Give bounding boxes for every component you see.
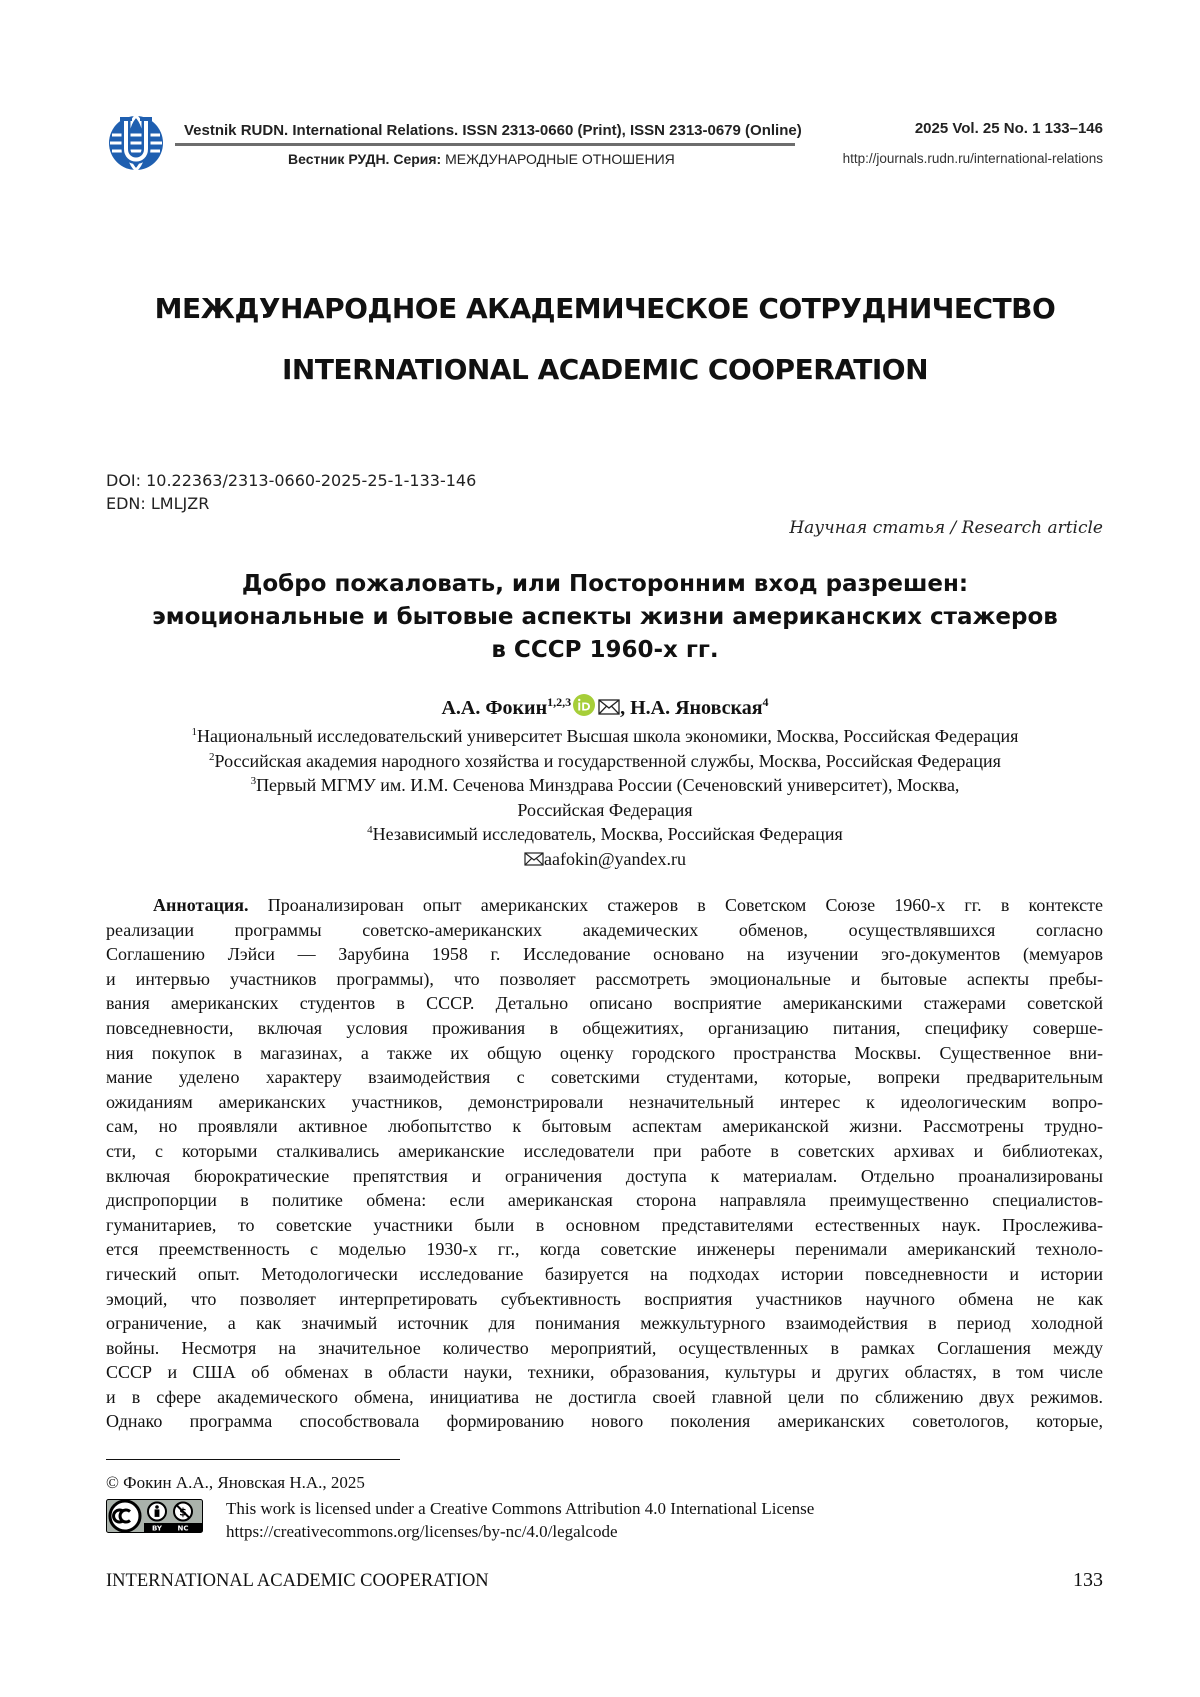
abstract-line: мание уделено характеру взаимодействия с советскими студентами, которые, вопреки предварительным bbox=[106, 1065, 1103, 1090]
edn: EDN: LMLJZR bbox=[106, 494, 209, 513]
contact-email bbox=[0, 847, 1200, 872]
abstract-line: диспропорции в политике обмена: если американская сторона направляла преимущественно специалистов- bbox=[106, 1188, 1103, 1213]
abstract-line: войны. Несмотря на значительное количество мероприятий, осуществленных в рамках Соглашения между bbox=[106, 1336, 1103, 1361]
abstract-label: Аннотация. bbox=[153, 895, 249, 915]
affiliation bbox=[0, 724, 1200, 749]
journal-url[interactable]: http://journals.rudn.ru/international-relations bbox=[843, 151, 1103, 166]
abstract bbox=[106, 893, 1103, 1434]
abstract-line: ожиданиям американских участников, демонстрировали незначительный интерес к идеологическим вопро- bbox=[106, 1090, 1103, 1115]
affiliation bbox=[0, 773, 1200, 798]
affiliation-text: Первый МГМУ им. И.М. Сеченова Минздрава России (Сеченовский университет), Москва, bbox=[256, 775, 959, 795]
journal-title-ru-series: МЕЖДУНАРОДНЫЕ ОТНОШЕНИЯ bbox=[445, 151, 675, 167]
license-text bbox=[226, 1497, 814, 1543]
abstract-line: включая бюрократические препятствия и ограничения доступа к материалам. Отдельно проанализированы bbox=[106, 1164, 1103, 1189]
journal-volume: 2025 Vol. 25 No. 1 133–146 bbox=[915, 120, 1103, 137]
abstract-line: гуманитариев, то советские участники были в основном представителями естественных наук. Прослежива- bbox=[106, 1213, 1103, 1238]
footer-section-title: INTERNATIONAL ACADEMIC COOPERATION bbox=[106, 1571, 489, 1592]
doi[interactable]: DOI: 10.22363/2313-0660-2025-25-1-133-146 bbox=[106, 471, 476, 490]
page-number: 133 bbox=[1073, 1569, 1103, 1592]
abstract-line: сам, но проявляли активное любопытство к бытовым аспектам американской жизни. Рассмотрены трудно- bbox=[106, 1114, 1103, 1139]
abstract-line: ется преемственность с моделью 1930-х гг., когда советские инженеры перенимали американский техноло- bbox=[106, 1237, 1103, 1262]
abstract-line: СССР и США об обменах в области науки, техники, образования, культуры и других областях, в том числе bbox=[106, 1360, 1103, 1385]
affiliation-number: 4 bbox=[367, 824, 373, 836]
author-name: А.А. Фокин bbox=[441, 697, 547, 719]
abstract-line: ния покупок в магазинах, а также их общую оценку городского пространства Москвы. Существенное вни- bbox=[106, 1041, 1103, 1066]
orcid-icon[interactable] bbox=[572, 693, 596, 717]
authors bbox=[0, 693, 1200, 720]
affiliation bbox=[0, 822, 1200, 847]
article-type: Научная статья / Research article bbox=[789, 518, 1103, 538]
abstract-line: вания американских студентов в СССР. Детально описано восприятие американскими стажерами советской bbox=[106, 991, 1103, 1016]
article-title bbox=[0, 568, 1200, 667]
affiliations bbox=[0, 724, 1200, 871]
abstract-line: гический опыт. Методологически исследование базируется на подходах истории повседневности и истории bbox=[106, 1262, 1103, 1287]
rudn-logo bbox=[106, 113, 172, 173]
author-separator: , bbox=[620, 697, 630, 719]
abstract-line: повседневности, включая условия проживания в общежитиях, организацию питания, специфику соверше- bbox=[106, 1016, 1103, 1041]
abstract-line: эмоций, что позволяет интерпретировать субъективность восприятия участников научного обмена не как bbox=[106, 1287, 1103, 1312]
article-title-line: в СССР 1960-х гг. bbox=[0, 634, 1200, 667]
license-statement: This work is licensed under a Creative Commons Attribution 4.0 International License bbox=[226, 1497, 814, 1520]
article-title-line: эмоциональные и бытовые аспекты жизни американских стажеров bbox=[0, 601, 1200, 634]
abstract-line: Соглашению Лэйси — Зарубина 1958 г. Исследование основано на изучении эго-документов (мемуаров bbox=[106, 942, 1103, 967]
cc-badge-label-by: BY bbox=[152, 1525, 163, 1533]
author-affiliation-refs: 4 bbox=[763, 695, 769, 709]
cc-badge-label-nc: NC bbox=[178, 1525, 189, 1533]
mail-icon[interactable] bbox=[598, 699, 620, 715]
abstract-line: реализации программы советско-американских академических обменов, осуществлявшихся согласно bbox=[106, 918, 1103, 943]
header-rule bbox=[175, 143, 795, 146]
affiliation-text: Российская академия народного хозяйства и государственной службы, Москва, Российская Федерация bbox=[215, 751, 1001, 771]
author-name: Н.А. Яновская bbox=[630, 697, 762, 719]
email-link[interactable]: aafokin@yandex.ru bbox=[544, 849, 686, 869]
section-title-ru: МЕЖДУНАРОДНОЕ АКАДЕМИЧЕСКОЕ СОТРУДНИЧЕСТВО bbox=[0, 292, 1200, 325]
journal-title-ru-prefix: Вестник РУДН. Серия: bbox=[288, 151, 445, 167]
abstract-line: ограничение, а как значимый источник для понимания межкультурного взаимодействия в период холодной bbox=[106, 1311, 1103, 1336]
abstract-line: сти, с которыми сталкивались американские исследователи при работе в советских архивах и библиотеках, bbox=[106, 1139, 1103, 1164]
section-title-en: INTERNATIONAL ACADEMIC COOPERATION bbox=[0, 353, 1200, 386]
copyright: © Фокин А.А., Яновская Н.А., 2025 bbox=[106, 1473, 365, 1493]
affiliation bbox=[0, 749, 1200, 774]
mail-icon bbox=[524, 852, 544, 866]
abstract-text: Проанализирован опыт американских стажеров в Советском Союзе 1960-х гг. в контексте bbox=[249, 895, 1103, 915]
affiliation-number: 2 bbox=[209, 751, 215, 763]
affiliation-text: Независимый исследователь, Москва, Российская Федерация bbox=[373, 824, 843, 844]
article-title-line: Добро пожаловать, или Посторонним вход разрешен: bbox=[0, 568, 1200, 601]
abstract-line: Однако программа способствовала формированию нового поколения американских советологов, которые, bbox=[106, 1409, 1103, 1434]
cc-by-nc-badge[interactable] bbox=[106, 1499, 203, 1533]
affiliation-number: 1 bbox=[192, 726, 198, 738]
affiliation-continuation: Российская Федерация bbox=[0, 798, 1200, 823]
footnote-rule bbox=[106, 1459, 400, 1460]
journal-title-en: Vestnik RUDN. International Relations. ISSN 2313-0660 (Print), ISSN 2313-0679 (Online) bbox=[184, 122, 802, 139]
license-url[interactable]: https://creativecommons.org/licenses/by-nc/4.0/legalcode bbox=[226, 1520, 814, 1543]
abstract-line bbox=[106, 893, 1103, 918]
journal-title-ru bbox=[288, 151, 675, 167]
affiliation-number: 3 bbox=[251, 775, 257, 787]
abstract-line: и в сфере академического обмена, инициатива не достигла своей главной цели по сближению двух режимов. bbox=[106, 1385, 1103, 1410]
affiliation-text: Национальный исследовательский университет Высшая школа экономики, Москва, Российская Федерация bbox=[197, 726, 1018, 746]
abstract-line: и интервью участников программы), что позволяет рассмотреть эмоциональные и бытовые аспекты пребы- bbox=[106, 967, 1103, 992]
author-affiliation-refs: 1,2,3 bbox=[547, 695, 571, 709]
